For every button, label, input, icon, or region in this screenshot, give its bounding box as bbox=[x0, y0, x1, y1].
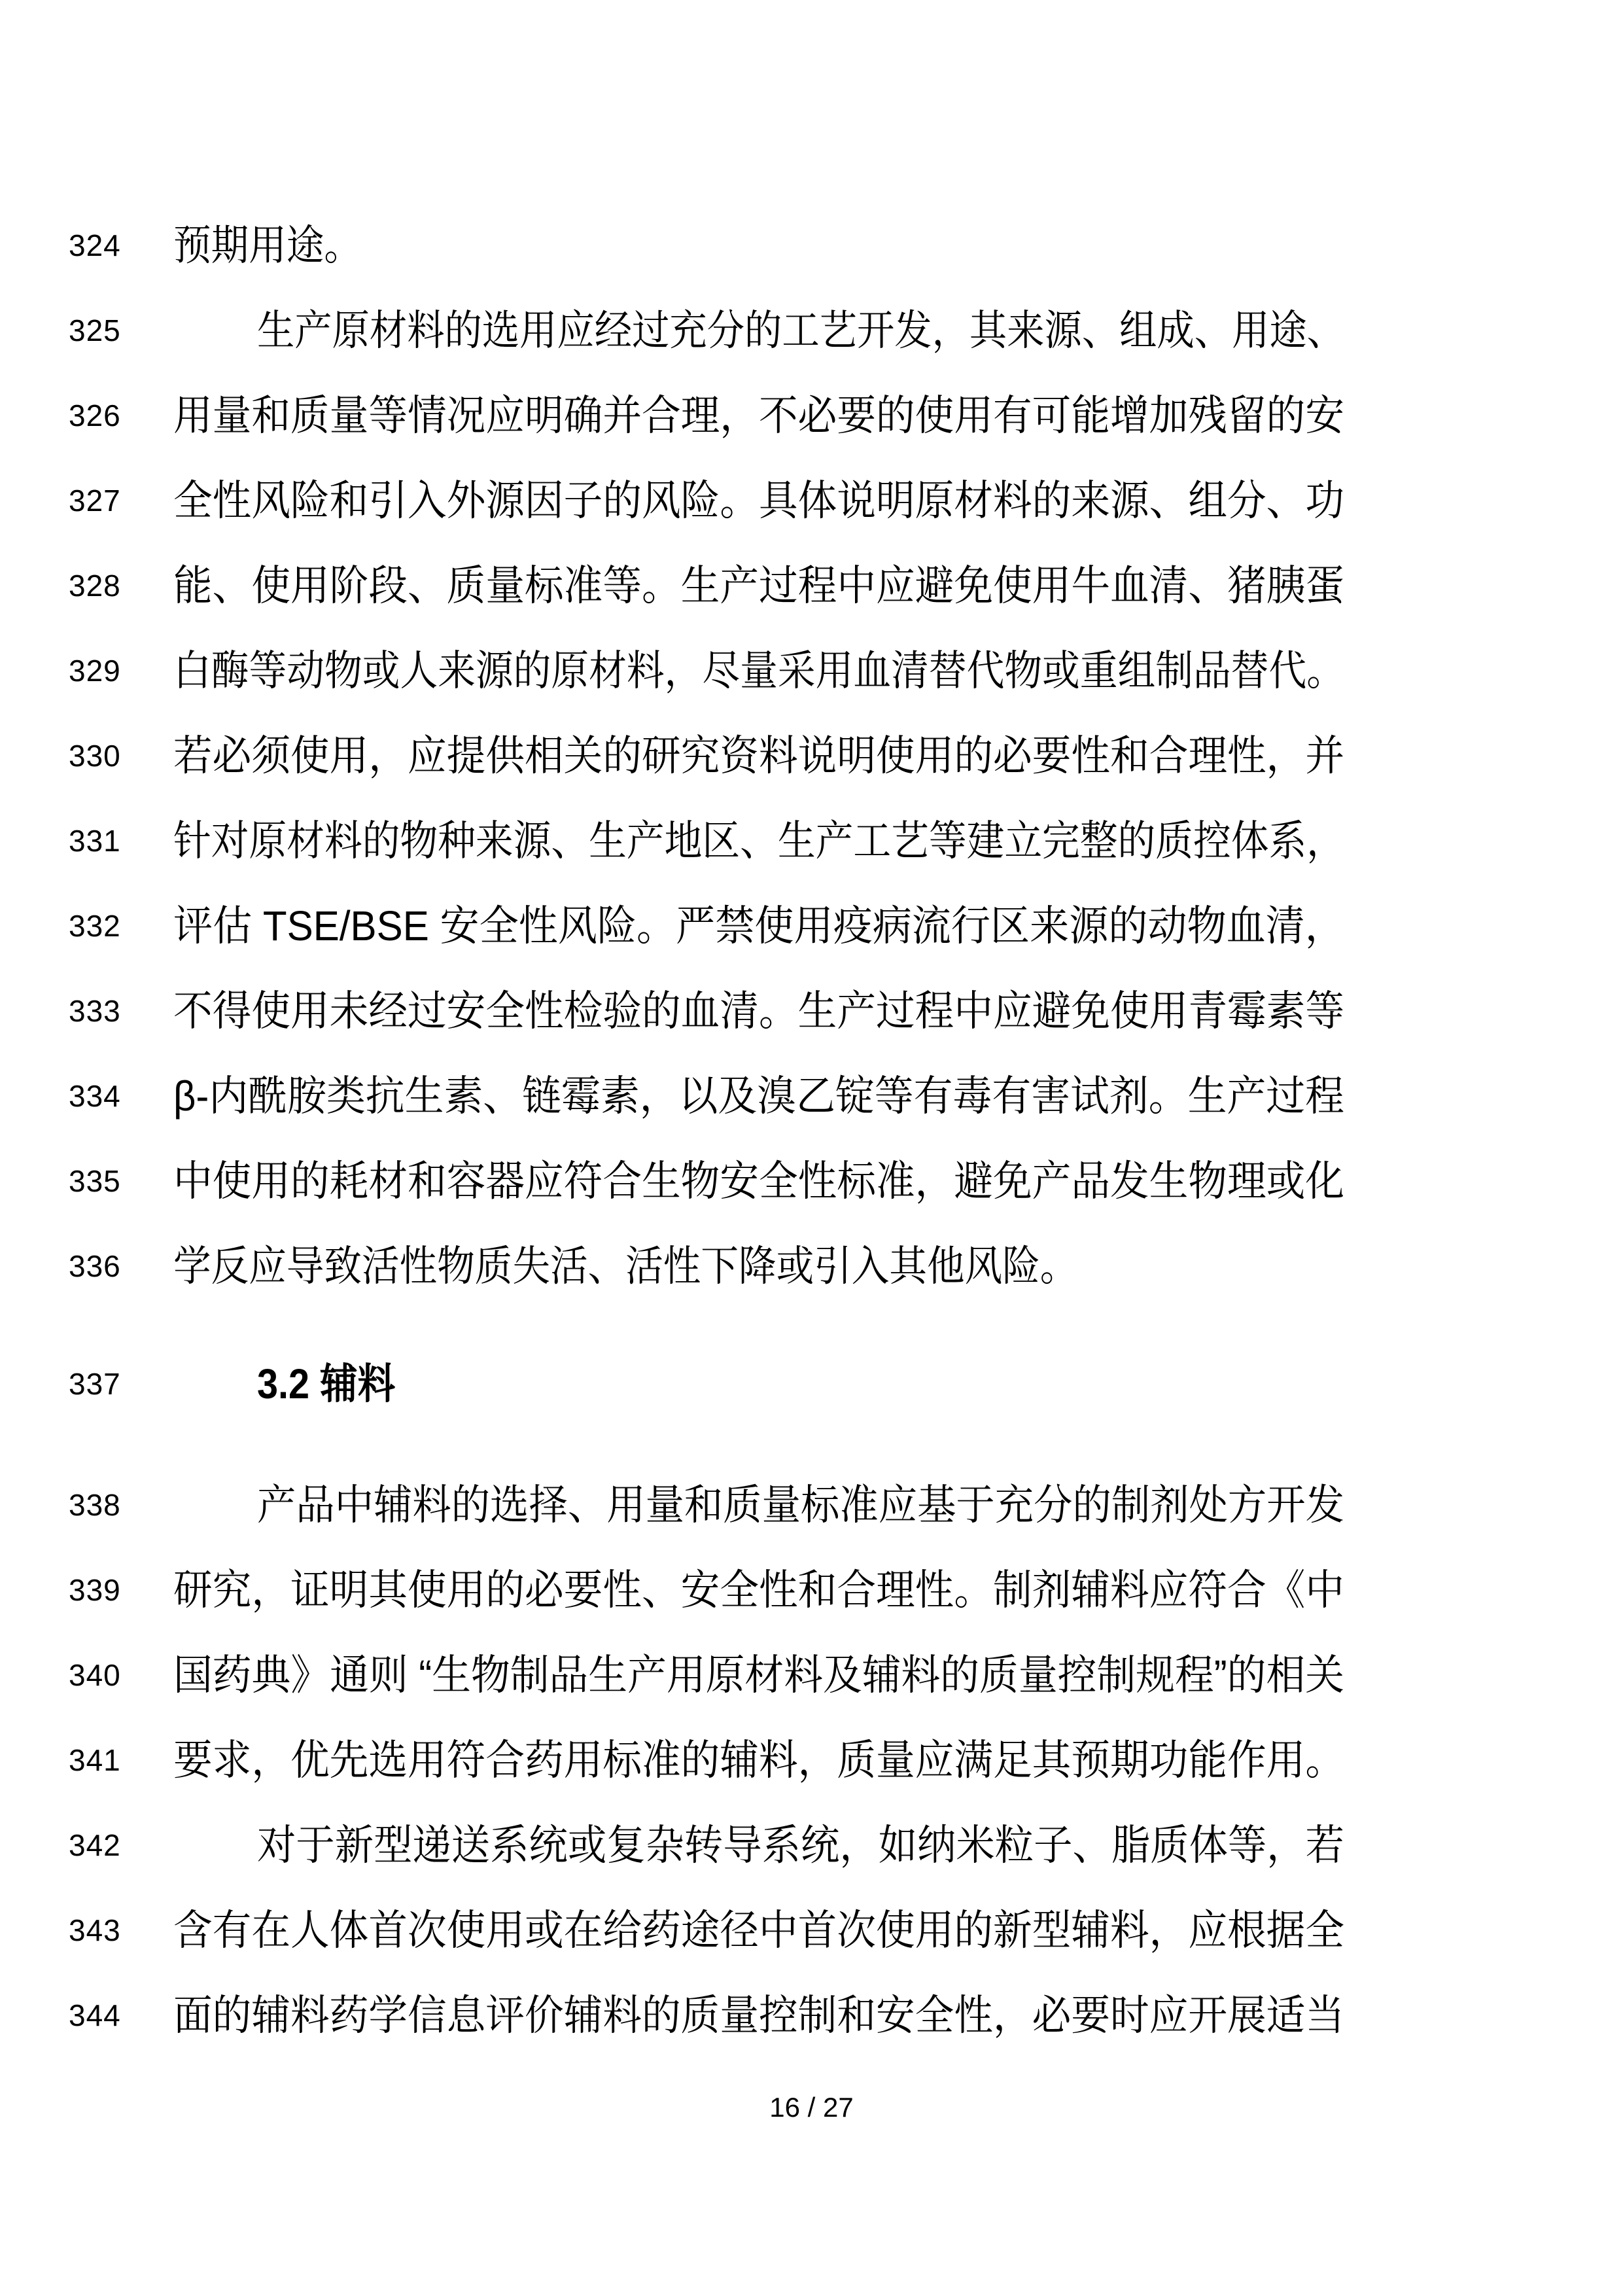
line-text-cell bbox=[173, 1481, 1344, 1528]
line-text-cell bbox=[173, 987, 1344, 1034]
document-line bbox=[0, 203, 1623, 288]
line-text-cell bbox=[173, 222, 1344, 269]
line-text: 产品中辅料的选择、用量和质量标准应基于充分的制剂处方开发 bbox=[257, 1481, 1344, 1528]
document-line bbox=[0, 968, 1623, 1053]
document-line bbox=[0, 1888, 1623, 1973]
document-line bbox=[0, 628, 1623, 713]
line-number: 339 bbox=[69, 1573, 121, 1607]
line-text: 生产原材料的选用应经过充分的工艺开发，其来源、组成、用途、 bbox=[257, 307, 1344, 354]
line-text: 预期用途。 bbox=[173, 222, 362, 269]
line-text-cell bbox=[173, 562, 1344, 609]
line-text: 面的辅料药学信息评价辅料的质量控制和安全性，必要时应开展适当 bbox=[173, 1992, 1344, 2039]
line-text-cell bbox=[173, 307, 1344, 354]
document-line bbox=[0, 713, 1623, 798]
document-line bbox=[0, 1139, 1623, 1224]
line-number: 333 bbox=[69, 994, 121, 1028]
document-line bbox=[0, 1803, 1623, 1888]
document-line bbox=[0, 1718, 1623, 1803]
line-text-cell bbox=[173, 392, 1344, 439]
line-text-cell bbox=[173, 1072, 1344, 1120]
line-number: 332 bbox=[69, 909, 121, 943]
line-text: 含有在人体首次使用或在给药途径中首次使用的新型辅料，应根据全 bbox=[173, 1907, 1344, 1954]
line-number: 336 bbox=[69, 1249, 121, 1283]
line-text: 国药典》通则 “生物制品生产用原材料及辅料的质量控制规程”的相关 bbox=[173, 1651, 1344, 1699]
line-text-cell bbox=[173, 1651, 1344, 1699]
line-text: 全性风险和引入外源因子的风险。具体说明原材料的来源、组分、功 bbox=[173, 477, 1344, 524]
line-text-cell bbox=[173, 1243, 1344, 1290]
line-text: 用量和质量等情况应明确并合理，不必要的使用有可能增加残留的安 bbox=[173, 392, 1344, 439]
line-number: 335 bbox=[69, 1164, 121, 1198]
line-number: 327 bbox=[69, 484, 121, 518]
line-text: 研究，证明其使用的必要性、安全性和合理性。制剂辅料应符合《中 bbox=[173, 1566, 1344, 1614]
line-number: 325 bbox=[69, 313, 121, 347]
document-line bbox=[0, 1224, 1623, 1309]
line-number: 326 bbox=[69, 398, 121, 433]
line-number: 342 bbox=[69, 1828, 121, 1862]
line-text: 要求，优先选用符合药用标准的辅料，质量应满足其预期功能作用。 bbox=[173, 1737, 1344, 1784]
document-line bbox=[0, 798, 1623, 883]
line-number: 344 bbox=[69, 1998, 121, 2032]
line-text: 不得使用未经过安全性检验的血清。生产过程中应避免使用青霉素等 bbox=[173, 987, 1344, 1034]
line-text-cell bbox=[173, 1992, 1344, 2039]
line-number: 340 bbox=[69, 1658, 121, 1692]
document-line bbox=[0, 1973, 1623, 2058]
document-line bbox=[0, 543, 1623, 628]
line-text: β-内酰胺类抗生素、链霉素，以及溴乙锭等有毒有害试剂。生产过程 bbox=[173, 1072, 1344, 1120]
document-line bbox=[0, 1633, 1623, 1718]
line-number: 343 bbox=[69, 1913, 121, 1947]
line-number: 341 bbox=[69, 1743, 121, 1777]
line-text-cell bbox=[173, 1566, 1344, 1614]
document-line bbox=[0, 373, 1623, 458]
line-number: 337 bbox=[69, 1367, 121, 1401]
page-number: 16 / 27 bbox=[769, 2092, 854, 2123]
line-text-cell bbox=[173, 1822, 1344, 1869]
line-text: 中使用的耗材和容器应符合生物安全性标准，避免产品发生物理或化 bbox=[173, 1157, 1344, 1205]
document-line bbox=[0, 1547, 1623, 1633]
line-number: 334 bbox=[69, 1079, 121, 1113]
line-text-cell bbox=[173, 647, 1344, 694]
line-text: 白酶等动物或人来源的原材料，尽量采用血清替代物或重组制品替代。 bbox=[173, 647, 1344, 694]
document-line bbox=[0, 458, 1623, 543]
line-text: 评估 TSE/BSE 安全性风险。严禁使用疫病流行区来源的动物血清， bbox=[173, 902, 1344, 949]
line-text-cell bbox=[173, 477, 1344, 524]
line-text: 能、使用阶段、质量标准等。生产过程中应避免使用牛血清、猪胰蛋 bbox=[173, 562, 1344, 609]
line-number: 331 bbox=[69, 824, 121, 858]
document-body bbox=[0, 203, 1623, 2058]
document-line bbox=[0, 883, 1623, 968]
line-number: 329 bbox=[69, 654, 121, 688]
section-heading-text: 3.2 辅料 bbox=[257, 1360, 396, 1407]
document-line bbox=[0, 1462, 1623, 1547]
line-text-cell bbox=[173, 1737, 1344, 1784]
line-number: 324 bbox=[69, 228, 121, 262]
line-text-cell bbox=[173, 1360, 1344, 1407]
line-text: 若必须使用，应提供相关的研究资料说明使用的必要性和合理性，并 bbox=[173, 732, 1344, 779]
line-text-cell bbox=[173, 1907, 1344, 1954]
document-line bbox=[0, 288, 1623, 373]
line-text-cell bbox=[173, 732, 1344, 779]
document-line bbox=[0, 1053, 1623, 1139]
line-text-cell bbox=[173, 1157, 1344, 1205]
line-text: 对于新型递送系统或复杂转导系统，如纳米粒子、脂质体等，若 bbox=[257, 1822, 1344, 1869]
line-text: 针对原材料的物种来源、生产地区、生产工艺等建立完整的质控体系， bbox=[173, 817, 1344, 864]
section-heading-row bbox=[0, 1341, 1623, 1426]
line-number: 330 bbox=[69, 739, 121, 773]
line-text: 学反应导致活性物质失活、活性下降或引入其他风险。 bbox=[173, 1243, 1078, 1290]
line-number: 328 bbox=[69, 569, 121, 603]
line-text-cell bbox=[173, 902, 1344, 949]
line-text-cell bbox=[173, 817, 1344, 864]
line-number: 338 bbox=[69, 1488, 121, 1522]
